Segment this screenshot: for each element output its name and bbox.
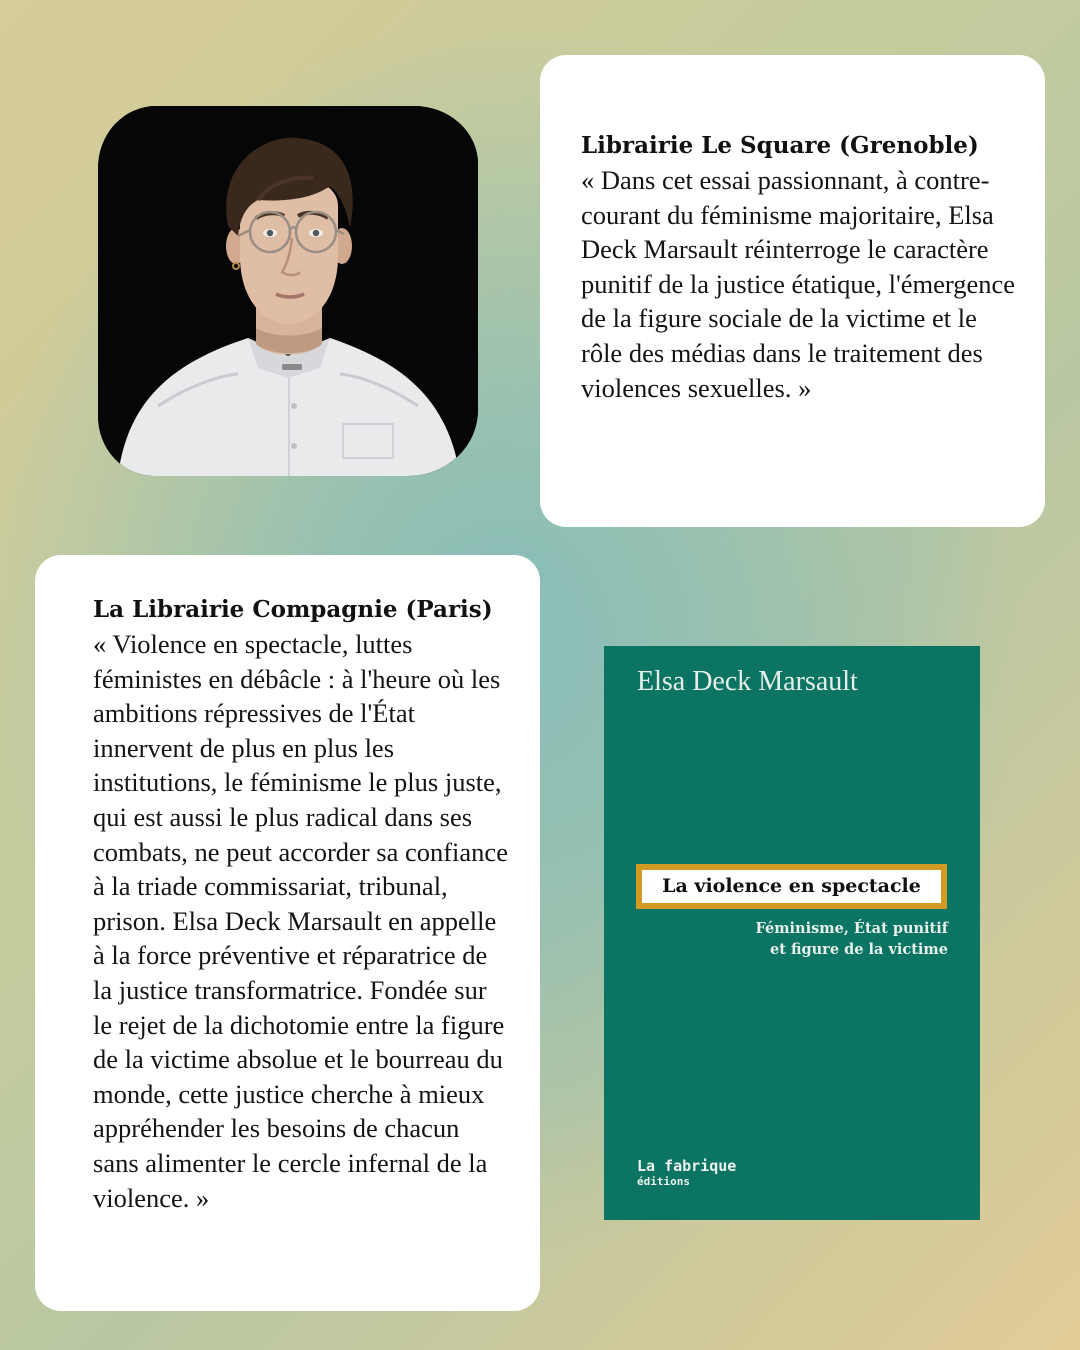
- review-source: Librairie Le Square (Grenoble): [581, 132, 979, 159]
- book-subtitle: [755, 918, 948, 960]
- book-subtitle-line: Féminisme, État punitif: [755, 920, 948, 937]
- review-card-compagnie: [35, 555, 540, 1311]
- review-quote: « Dans cet essai passionnant, à contre-courant du féminisme majoritaire, Elsa Deck Marsault réinterroge le caractère punitif de la justice étatique, l'émergence de la figure sociale de la victime et le rôle des médias dans le traitement des violences sexuelles. »: [581, 165, 1016, 403]
- book-subtitle-line: et figure de la victime: [769, 941, 948, 958]
- author-portrait: [98, 106, 478, 476]
- book-title-frame: [636, 864, 947, 909]
- publisher-logo-sub: éditions: [637, 1175, 690, 1188]
- publisher-logo: La fabrique: [637, 1157, 737, 1175]
- book-author: Elsa Deck Marsault: [637, 666, 858, 697]
- review-source: La Librairie Compagnie (Paris): [93, 596, 493, 623]
- book-title: La violence en spectacle: [642, 870, 941, 903]
- review-card-le-square: [540, 55, 1045, 527]
- review-quote: « Violence en spectacle, luttes féministes en débâcle : à l'heure où les ambitions répressives de l'État innervent de plus en plus les institutions, le féminisme le plus juste, qui est aussi le plus radical dans ses combats, ne peut accorder sa confiance à la triade commissariat, tribunal, prison. Elsa Deck Marsault en appelle à la force préventive et réparatrice de la justice transformatrice. Fondée sur le rejet de la dichotomie entre la figure de la victime absolue et le bourreau du monde, cette justice cherche à mieux appréhender les besoins de chacun sans alimenter le cercle infernal de la violence. »: [93, 629, 508, 1213]
- book-cover: [604, 646, 980, 1220]
